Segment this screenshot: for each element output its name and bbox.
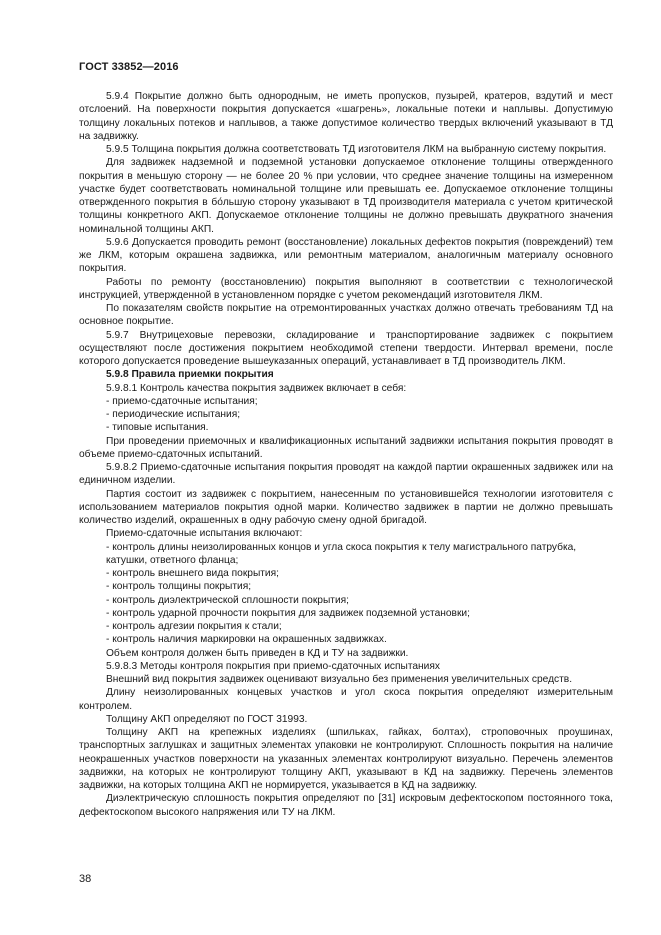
paragraph: 5.9.7 Внутрицеховые перевозки, складирование и транспортирование задвижек с покрытием осуществляют после достижения покрытием необходимой степени твердости. Интервал времени, после которого допускается проведение вышеуказанных операций, устанавливает в ТД производитель ЛКМ. xyxy=(79,329,613,367)
list-item: - типовые испытания. xyxy=(106,422,209,434)
paragraph: Диэлектрическую сплошность покрытия определяют по [31] искровым дефектоскопом постоянного тока, дефектоскопом высокого напряжения или ТУ на ЛКМ. xyxy=(79,793,613,818)
paragraph: Объем контроля должен быть приведен в КД и ТУ на задвижки. xyxy=(106,647,409,659)
paragraph: По показателям свойств покрытие на отремонтированных участках должно отвечать требованиям ТД на основное покрытие. xyxy=(79,303,613,328)
paragraph: 5.9.4 Покрытие должно быть однородным, не иметь пропусков, пузырей, кратеров, вздутий и мест отслоений. На поверхности покрытия допускается «шагрень», локальные потеки и наплывы. Допустимую толщину локальных потеков и наплывов, а также допустимое количество твердых включений указывают в ТД на задвижку. xyxy=(79,91,613,142)
paragraph: Внешний вид покрытия задвижек оценивают визуально без применения увеличительных средств. xyxy=(106,674,573,685)
paragraph: При проведении приемочных и квалификационных испытаний задвижки испытания покрытия проводят в объеме приемо-сдаточных испытаний. xyxy=(79,435,613,460)
list-item: - контроль наличия маркировки на окрашенных задвижках. xyxy=(106,634,387,646)
paragraph: 5.9.6 Допускается проводить ремонт (восстановление) локальных дефектов покрытия (повреждений) тем же ЛКМ, которым окрашена задвижка, или ремонтным материалом, аналогичным материалу основного покрытия. xyxy=(79,236,613,275)
list-item: - контроль адгезии покрытия к стали; xyxy=(106,621,282,632)
list-item: - контроль длины неизолированных концов и угла скоса покрытия к телу магистрального патрубка, катушки, ответного фланца; xyxy=(106,541,577,566)
paragraph: Для задвижек надземной и подземной установки допускаемое отклонение толщины отвержденного покрытия в меньшую сторону — не более 20 % при условии, что среднее значение толщины на измеренном участке будет соответствовать номинальной толщине или превышать ее. Допускаемое отклонение толщины отвержденного покрытия в бо́льшую сторону указывают в ТД производителя материала с учетом критической толщины конкретного АКП. Допускаемое отклонение толщины не должно превышать двукратного значения номинальной толщины АКП. xyxy=(79,157,613,235)
list-item: - контроль внешнего вида покрытия; xyxy=(106,568,279,579)
paragraph: 5.9.8.3 Методы контроля покрытия при приемо-сдаточных испытаниях xyxy=(106,660,440,672)
list-item: - контроль диэлектрической сплошности покрытия; xyxy=(106,594,349,606)
document-body xyxy=(79,90,613,819)
paragraph: Длину неизолированных концевых участков и угол скоса покрытия определяют измерительным контролем. xyxy=(79,687,613,712)
paragraph: Работы по ремонту (восстановлению) покрытия выполняют в соответствии с технологической инструкцией, утвержденной в установленном порядке с учетом рекомендаций изготовителя ЛКМ. xyxy=(79,276,613,301)
paragraph: 5.9.5 Толщина покрытия должна соответствовать ТД изготовителя ЛКМ на выбранную систему покрытия. xyxy=(106,144,607,155)
page-number: 38 xyxy=(79,873,92,885)
paragraph: 5.9.8.1 Контроль качества покрытия задвижек включает в себя: xyxy=(106,382,407,394)
list-item: - периодические испытания; xyxy=(106,409,241,420)
paragraph: Толщину АКП определяют по ГОСТ 31993. xyxy=(106,713,308,725)
paragraph: 5.9.8.2 Приемо-сдаточные испытания покрытия проводят на каждой партии окрашенных задвижек или на единичном изделии. xyxy=(79,462,613,487)
list-item: - контроль толщины покрытия; xyxy=(106,581,252,593)
list-item: - приемо-сдаточные испытания; xyxy=(106,395,258,407)
paragraph: Толщину АКП на крепежных изделиях (шпильках, гайках, болтах), строповочных проушинах, транспортных заглушках и защитных элементах упаковки не контролируют. Сплошность покрытия на наличие неокрашенных участков поверхности на указанных элементах контролируют визуально. Перечень элементов задвижки, на которых не контролируют толщину АКП, указывают в КД на задвижку. Перечень элементов задвижки, на которых толщина АКП не нормируется, указывается в КД на задвижку. xyxy=(79,727,613,791)
paragraph: Приемо-сдаточные испытания включают: xyxy=(106,528,303,540)
section-heading: 5.9.8 Правила приемки покрытия xyxy=(106,369,274,381)
paragraph: Партия состоит из задвижек с покрытием, нанесенным по установившейся технологии изготовителя с использованием материалов покрытия одной марки. Количество задвижек в партии не должно превышать количество изделий, окрашенных в одну рабочую смену одной бригадой. xyxy=(79,488,613,526)
list-item: - контроль ударной прочности покрытия для задвижек подземной установки; xyxy=(106,607,470,619)
document-header: ГОСТ 33852—2016 xyxy=(79,61,179,73)
